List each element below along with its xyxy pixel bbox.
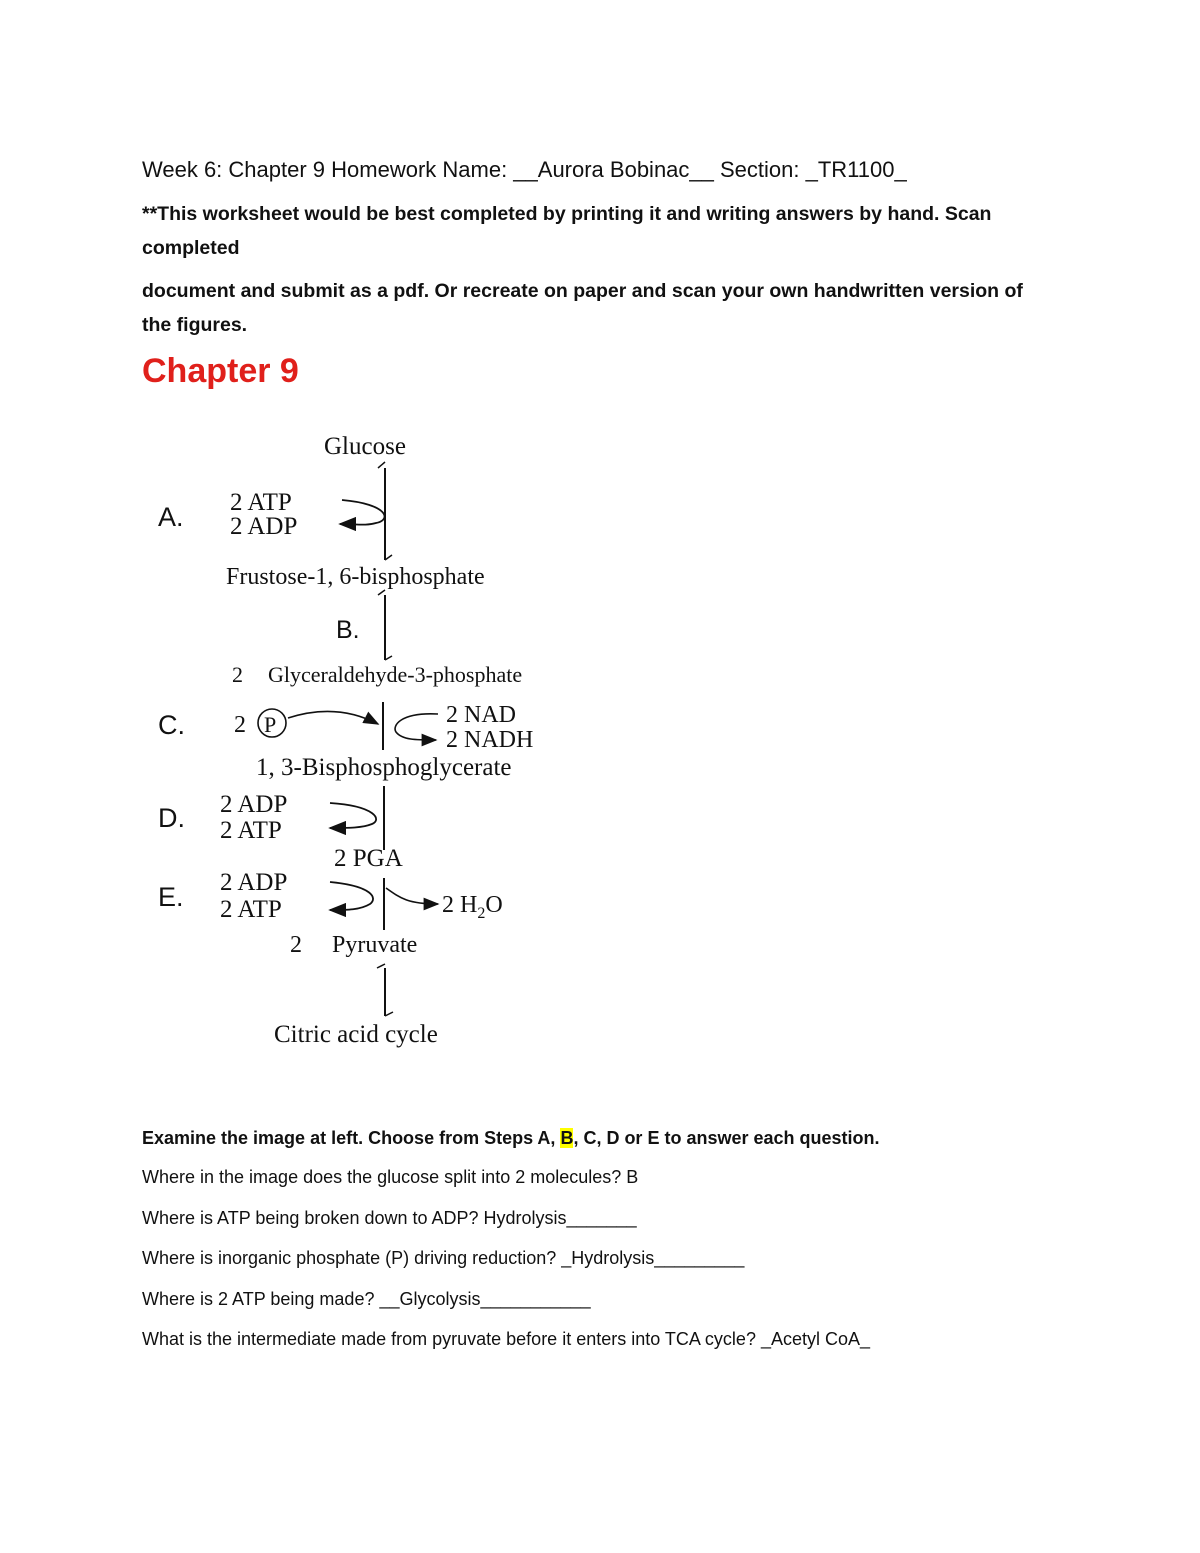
step-b-label: B. [336, 616, 360, 644]
pga-label: 2 PGA [334, 845, 403, 872]
highlighted-choice: B [560, 1128, 574, 1148]
bpg-label: 1, 3-Bisphosphoglycerate [256, 754, 512, 781]
glycolysis-diagram [140, 420, 660, 1070]
step-c-phosphate: P [264, 712, 277, 737]
question-4: Where is 2 ATP being made? __Glycolysis___________ [142, 1289, 591, 1309]
step-a-adp: 2 ADP [230, 513, 298, 540]
step-d-label: D. [158, 803, 185, 833]
glucose-label: Glucose [324, 433, 406, 460]
pyruvate-count: 2 [290, 932, 302, 958]
step-c-nad: 2 NAD [446, 702, 516, 728]
fructose-label: Frustose-1, 6-bisphosphate [226, 564, 485, 590]
instructions-line-3: document and submit as a pdf. Or recreate on paper and scan your own handwritten version of [142, 280, 1023, 302]
step-e-atp: 2 ATP [220, 896, 282, 923]
question-5: What is the intermediate made from pyruvate before it enters into TCA cycle? _Acetyl CoA_ [142, 1329, 871, 1349]
question-1: Where in the image does the glucose split into 2 molecules? B [142, 1167, 639, 1187]
step-c-phosphate-count: 2 [234, 712, 246, 738]
step-a-cycle-arrow [340, 500, 385, 525]
instructions-line-2: completed [142, 237, 240, 259]
step-c-label: C. [158, 710, 185, 740]
step-a-label: A. [158, 502, 184, 532]
step-e-cycle-arrow [330, 882, 373, 910]
step-e-water: 2 $H_2O$ [442, 892, 503, 922]
step-d-atp: 2 ATP [220, 817, 282, 844]
step-e-label: E. [158, 882, 184, 912]
step-c-nadh: 2 NADH [446, 727, 534, 753]
glycolysis-figure [140, 420, 660, 1070]
step-d-adp: 2 ADP [220, 791, 288, 818]
step-c-nad-cycle-arrow [395, 714, 438, 740]
question-3: Where is inorganic phosphate (P) driving reduction? _Hydrolysis_________ [142, 1248, 745, 1268]
step-e-water-arrow [386, 888, 438, 904]
header-title-line: Week 6: Chapter 9 Homework Name: __Aurora Bobinac__ Section: _TR1100_ [142, 157, 907, 182]
g3p-label: Glyceraldehyde-3-phosphate [268, 662, 523, 687]
instructions-line-1: **This worksheet would be best completed by printing it and writing answers by hand. Scan [142, 203, 992, 225]
step-e-adp: 2 ADP [220, 869, 288, 896]
pyruvate-label: Pyruvate [332, 932, 418, 958]
step-d-cycle-arrow [330, 803, 376, 828]
phosphate-to-pathway-arrow [288, 711, 378, 724]
step-a-atp: 2 ATP [230, 489, 292, 516]
chapter-heading: Chapter 9 [142, 352, 299, 390]
instructions-line-4: the figures. [142, 314, 248, 336]
questions-prompt: Examine the image at left. Choose from Steps A, B, C, D or E to answer each question. [142, 1128, 880, 1148]
citric-acid-cycle-label: Citric acid cycle [274, 1021, 438, 1048]
g3p-count: 2 [232, 662, 243, 687]
question-2: Where is ATP being broken down to ADP? Hydrolysis_______ [142, 1208, 637, 1228]
